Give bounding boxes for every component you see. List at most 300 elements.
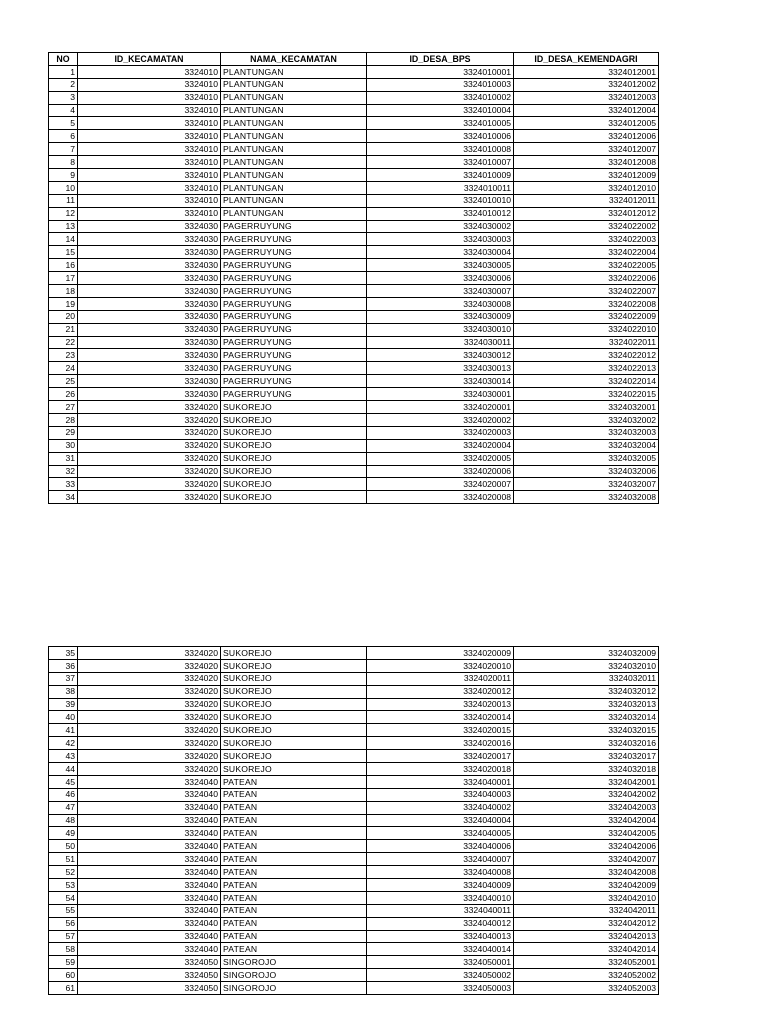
- cell-id-desa-bps: 3324010002: [367, 91, 514, 104]
- cell-id-kecamatan: 3324010: [78, 143, 221, 156]
- table-row: [49, 413, 659, 426]
- cell-no: 48: [49, 814, 78, 827]
- cell-nama-kecamatan: PLANTUNGAN: [221, 194, 367, 207]
- table-row: [49, 194, 659, 207]
- cell-id-desa-kemendagri: 3324022013: [514, 362, 659, 375]
- cell-nama-kecamatan: PATEAN: [221, 853, 367, 866]
- cell-no: 9: [49, 169, 78, 182]
- village-table-page-1: [48, 52, 659, 504]
- cell-id-desa-bps: 3324030005: [367, 259, 514, 272]
- cell-id-desa-kemendagri: 3324012007: [514, 143, 659, 156]
- cell-id-desa-kemendagri: 3324012004: [514, 104, 659, 117]
- cell-id-kecamatan: 3324020: [78, 647, 221, 660]
- cell-id-desa-kemendagri: 3324022007: [514, 285, 659, 298]
- cell-id-desa-bps: 3324040001: [367, 775, 514, 788]
- cell-id-desa-bps: 3324010010: [367, 194, 514, 207]
- cell-nama-kecamatan: PLANTUNGAN: [221, 91, 367, 104]
- cell-id-kecamatan: 3324040: [78, 788, 221, 801]
- cell-no: 58: [49, 943, 78, 956]
- cell-nama-kecamatan: PATEAN: [221, 930, 367, 943]
- table-row: [49, 143, 659, 156]
- cell-nama-kecamatan: PLANTUNGAN: [221, 156, 367, 169]
- cell-id-kecamatan: 3324040: [78, 775, 221, 788]
- cell-no: 47: [49, 801, 78, 814]
- cell-no: 18: [49, 285, 78, 298]
- cell-nama-kecamatan: PLANTUNGAN: [221, 117, 367, 130]
- cell-id-desa-kemendagri: 3324012005: [514, 117, 659, 130]
- table-row: [49, 388, 659, 401]
- cell-id-desa-kemendagri: 3324022009: [514, 310, 659, 323]
- cell-id-kecamatan: 3324010: [78, 207, 221, 220]
- cell-id-desa-bps: 3324020009: [367, 647, 514, 660]
- cell-no: 25: [49, 375, 78, 388]
- cell-id-kecamatan: 3324010: [78, 104, 221, 117]
- cell-no: 36: [49, 659, 78, 672]
- cell-nama-kecamatan: PLANTUNGAN: [221, 78, 367, 91]
- cell-id-desa-bps: 3324020016: [367, 737, 514, 750]
- cell-nama-kecamatan: PAGERRUYUNG: [221, 297, 367, 310]
- cell-nama-kecamatan: PATEAN: [221, 775, 367, 788]
- table-row: [49, 156, 659, 169]
- cell-id-desa-bps: 3324030007: [367, 285, 514, 298]
- table-row: [49, 775, 659, 788]
- cell-no: 39: [49, 698, 78, 711]
- cell-id-desa-kemendagri: 3324022014: [514, 375, 659, 388]
- cell-id-desa-kemendagri: 3324022004: [514, 246, 659, 259]
- cell-nama-kecamatan: PAGERRUYUNG: [221, 259, 367, 272]
- cell-id-kecamatan: 3324040: [78, 840, 221, 853]
- cell-no: 37: [49, 672, 78, 685]
- header-id-desa-kemendagri: ID_DESA_KEMENDAGRI: [514, 53, 659, 66]
- cell-no: 32: [49, 465, 78, 478]
- cell-id-desa-kemendagri: 3324022003: [514, 233, 659, 246]
- cell-id-desa-bps: 3324030008: [367, 297, 514, 310]
- cell-id-desa-bps: 3324030010: [367, 323, 514, 336]
- cell-no: 5: [49, 117, 78, 130]
- cell-id-desa-kemendagri: 3324052002: [514, 969, 659, 982]
- cell-no: 34: [49, 491, 78, 504]
- cell-id-desa-kemendagri: 3324012012: [514, 207, 659, 220]
- cell-nama-kecamatan: SUKOREJO: [221, 672, 367, 685]
- cell-no: 22: [49, 336, 78, 349]
- cell-id-desa-kemendagri: 3324012002: [514, 78, 659, 91]
- cell-id-desa-kemendagri: 3324042006: [514, 840, 659, 853]
- cell-id-desa-bps: 3324030011: [367, 336, 514, 349]
- cell-id-kecamatan: 3324020: [78, 478, 221, 491]
- table-row: [49, 478, 659, 491]
- cell-nama-kecamatan: PAGERRUYUNG: [221, 310, 367, 323]
- cell-nama-kecamatan: PATEAN: [221, 827, 367, 840]
- cell-nama-kecamatan: SUKOREJO: [221, 439, 367, 452]
- cell-nama-kecamatan: PAGERRUYUNG: [221, 375, 367, 388]
- cell-id-desa-bps: 3324010006: [367, 130, 514, 143]
- cell-id-kecamatan: 3324030: [78, 272, 221, 285]
- cell-id-desa-kemendagri: 3324032007: [514, 478, 659, 491]
- cell-id-desa-kemendagri: 3324022015: [514, 388, 659, 401]
- cell-id-kecamatan: 3324040: [78, 814, 221, 827]
- cell-id-kecamatan: 3324040: [78, 866, 221, 879]
- table-row: [49, 930, 659, 943]
- cell-id-desa-bps: 3324040007: [367, 853, 514, 866]
- cell-no: 33: [49, 478, 78, 491]
- cell-no: 20: [49, 310, 78, 323]
- cell-nama-kecamatan: SINGOROJO: [221, 956, 367, 969]
- cell-id-kecamatan: 3324020: [78, 465, 221, 478]
- cell-nama-kecamatan: SUKOREJO: [221, 647, 367, 660]
- cell-id-kecamatan: 3324020: [78, 426, 221, 439]
- cell-nama-kecamatan: PAGERRUYUNG: [221, 388, 367, 401]
- table-row: [49, 259, 659, 272]
- table-row: [49, 853, 659, 866]
- table-row: [49, 866, 659, 879]
- cell-no: 51: [49, 853, 78, 866]
- cell-id-desa-kemendagri: 3324022012: [514, 349, 659, 362]
- table-row: [49, 750, 659, 763]
- cell-id-desa-kemendagri: 3324032005: [514, 452, 659, 465]
- cell-nama-kecamatan: PATEAN: [221, 904, 367, 917]
- cell-id-kecamatan: 3324010: [78, 78, 221, 91]
- cell-nama-kecamatan: SUKOREJO: [221, 452, 367, 465]
- table-row: [49, 181, 659, 194]
- cell-id-desa-bps: 3324020002: [367, 413, 514, 426]
- cell-id-desa-bps: 3324030002: [367, 220, 514, 233]
- cell-no: 46: [49, 788, 78, 801]
- cell-no: 55: [49, 904, 78, 917]
- table-row: [49, 207, 659, 220]
- cell-id-kecamatan: 3324040: [78, 853, 221, 866]
- cell-no: 12: [49, 207, 78, 220]
- header-row: [49, 53, 659, 66]
- cell-id-desa-kemendagri: 3324032014: [514, 711, 659, 724]
- cell-no: 28: [49, 413, 78, 426]
- cell-id-desa-bps: 3324040009: [367, 879, 514, 892]
- cell-id-kecamatan: 3324020: [78, 724, 221, 737]
- cell-id-kecamatan: 3324010: [78, 117, 221, 130]
- table-row: [49, 763, 659, 776]
- cell-nama-kecamatan: PAGERRUYUNG: [221, 272, 367, 285]
- cell-id-desa-bps: 3324030009: [367, 310, 514, 323]
- cell-id-desa-bps: 3324020010: [367, 659, 514, 672]
- cell-no: 49: [49, 827, 78, 840]
- cell-id-desa-kemendagri: 3324042007: [514, 853, 659, 866]
- cell-no: 24: [49, 362, 78, 375]
- cell-nama-kecamatan: SUKOREJO: [221, 426, 367, 439]
- cell-no: 4: [49, 104, 78, 117]
- cell-id-desa-kemendagri: 3324032012: [514, 685, 659, 698]
- table-body: [49, 647, 659, 995]
- cell-id-kecamatan: 3324050: [78, 982, 221, 995]
- cell-no: 19: [49, 297, 78, 310]
- table-row: [49, 724, 659, 737]
- cell-no: 54: [49, 891, 78, 904]
- cell-id-desa-bps: 3324030001: [367, 388, 514, 401]
- cell-id-desa-kemendagri: 3324042002: [514, 788, 659, 801]
- header-nama-kecamatan: NAMA_KECAMATAN: [221, 53, 367, 66]
- cell-id-kecamatan: 3324020: [78, 672, 221, 685]
- table-row: [49, 439, 659, 452]
- table-row: [49, 827, 659, 840]
- cell-nama-kecamatan: PLANTUNGAN: [221, 143, 367, 156]
- cell-no: 27: [49, 401, 78, 414]
- village-table-page-2: [48, 646, 659, 995]
- cell-no: 35: [49, 647, 78, 660]
- table-row: [49, 465, 659, 478]
- table-row: [49, 78, 659, 91]
- cell-id-kecamatan: 3324030: [78, 233, 221, 246]
- cell-id-desa-bps: 3324020003: [367, 426, 514, 439]
- cell-id-desa-bps: 3324010011: [367, 181, 514, 194]
- table-row: [49, 982, 659, 995]
- cell-no: 16: [49, 259, 78, 272]
- table-row: [49, 117, 659, 130]
- cell-id-desa-kemendagri: 3324042012: [514, 917, 659, 930]
- cell-id-desa-kemendagri: 3324022006: [514, 272, 659, 285]
- cell-id-kecamatan: 3324030: [78, 336, 221, 349]
- cell-nama-kecamatan: PLANTUNGAN: [221, 65, 367, 78]
- cell-id-desa-bps: 3324010012: [367, 207, 514, 220]
- table-row: [49, 362, 659, 375]
- cell-nama-kecamatan: SUKOREJO: [221, 413, 367, 426]
- cell-id-kecamatan: 3324030: [78, 362, 221, 375]
- table-row: [49, 956, 659, 969]
- cell-nama-kecamatan: PATEAN: [221, 814, 367, 827]
- cell-id-desa-kemendagri: 3324022010: [514, 323, 659, 336]
- cell-nama-kecamatan: PAGERRUYUNG: [221, 285, 367, 298]
- cell-id-desa-kemendagri: 3324032010: [514, 659, 659, 672]
- table-row: [49, 659, 659, 672]
- cell-no: 60: [49, 969, 78, 982]
- cell-no: 26: [49, 388, 78, 401]
- cell-id-desa-bps: 3324030012: [367, 349, 514, 362]
- cell-no: 13: [49, 220, 78, 233]
- cell-id-kecamatan: 3324020: [78, 763, 221, 776]
- table-row: [49, 233, 659, 246]
- cell-id-desa-bps: 3324020006: [367, 465, 514, 478]
- cell-id-kecamatan: 3324030: [78, 349, 221, 362]
- cell-id-desa-bps: 3324050002: [367, 969, 514, 982]
- cell-id-kecamatan: 3324030: [78, 323, 221, 336]
- table-row: [49, 840, 659, 853]
- cell-no: 52: [49, 866, 78, 879]
- cell-id-desa-kemendagri: 3324012001: [514, 65, 659, 78]
- cell-id-desa-bps: 3324040005: [367, 827, 514, 840]
- cell-id-desa-kemendagri: 3324042003: [514, 801, 659, 814]
- cell-nama-kecamatan: PAGERRUYUNG: [221, 349, 367, 362]
- cell-id-desa-bps: 3324010009: [367, 169, 514, 182]
- cell-no: 10: [49, 181, 78, 194]
- cell-nama-kecamatan: SUKOREJO: [221, 685, 367, 698]
- cell-id-kecamatan: 3324050: [78, 969, 221, 982]
- cell-nama-kecamatan: PATEAN: [221, 891, 367, 904]
- cell-id-kecamatan: 3324010: [78, 156, 221, 169]
- cell-id-desa-bps: 3324040008: [367, 866, 514, 879]
- cell-nama-kecamatan: PATEAN: [221, 879, 367, 892]
- cell-no: 1: [49, 65, 78, 78]
- cell-id-kecamatan: 3324020: [78, 401, 221, 414]
- cell-no: 56: [49, 917, 78, 930]
- cell-id-desa-kemendagri: 3324012009: [514, 169, 659, 182]
- cell-id-desa-bps: 3324020004: [367, 439, 514, 452]
- cell-id-desa-kemendagri: 3324012006: [514, 130, 659, 143]
- cell-no: 40: [49, 711, 78, 724]
- cell-id-desa-kemendagri: 3324042008: [514, 866, 659, 879]
- cell-no: 14: [49, 233, 78, 246]
- cell-id-desa-bps: 3324050001: [367, 956, 514, 969]
- cell-id-desa-bps: 3324020015: [367, 724, 514, 737]
- cell-id-kecamatan: 3324010: [78, 91, 221, 104]
- table-row: [49, 169, 659, 182]
- cell-no: 38: [49, 685, 78, 698]
- cell-id-desa-kemendagri: 3324022008: [514, 297, 659, 310]
- cell-nama-kecamatan: SUKOREJO: [221, 750, 367, 763]
- cell-id-desa-bps: 3324020008: [367, 491, 514, 504]
- cell-id-desa-bps: 3324010001: [367, 65, 514, 78]
- table-row: [49, 672, 659, 685]
- cell-id-kecamatan: 3324010: [78, 169, 221, 182]
- cell-id-desa-kemendagri: 3324022002: [514, 220, 659, 233]
- cell-id-desa-bps: 3324040002: [367, 801, 514, 814]
- cell-id-desa-bps: 3324040006: [367, 840, 514, 853]
- table-row: [49, 788, 659, 801]
- cell-id-desa-kemendagri: 3324012003: [514, 91, 659, 104]
- cell-id-desa-bps: 3324010007: [367, 156, 514, 169]
- table-row: [49, 814, 659, 827]
- table-row: [49, 801, 659, 814]
- cell-no: 50: [49, 840, 78, 853]
- table-row: [49, 272, 659, 285]
- cell-id-kecamatan: 3324050: [78, 956, 221, 969]
- cell-id-desa-kemendagri: 3324032009: [514, 647, 659, 660]
- cell-id-kecamatan: 3324010: [78, 65, 221, 78]
- cell-id-desa-bps: 3324040013: [367, 930, 514, 943]
- cell-id-desa-bps: 3324020013: [367, 698, 514, 711]
- cell-nama-kecamatan: PAGERRUYUNG: [221, 246, 367, 259]
- cell-id-kecamatan: 3324030: [78, 375, 221, 388]
- cell-id-desa-bps: 3324030006: [367, 272, 514, 285]
- cell-id-kecamatan: 3324040: [78, 943, 221, 956]
- cell-id-kecamatan: 3324020: [78, 685, 221, 698]
- cell-id-kecamatan: 3324020: [78, 452, 221, 465]
- table-row: [49, 246, 659, 259]
- cell-no: 43: [49, 750, 78, 763]
- cell-id-desa-kemendagri: 3324032011: [514, 672, 659, 685]
- cell-nama-kecamatan: SUKOREJO: [221, 659, 367, 672]
- cell-id-kecamatan: 3324020: [78, 711, 221, 724]
- cell-id-kecamatan: 3324040: [78, 891, 221, 904]
- cell-nama-kecamatan: PATEAN: [221, 866, 367, 879]
- table-row: [49, 65, 659, 78]
- cell-id-desa-bps: 3324020005: [367, 452, 514, 465]
- cell-id-kecamatan: 3324010: [78, 181, 221, 194]
- cell-id-desa-kemendagri: 3324032004: [514, 439, 659, 452]
- cell-id-kecamatan: 3324030: [78, 297, 221, 310]
- cell-id-desa-bps: 3324010005: [367, 117, 514, 130]
- table-row: [49, 917, 659, 930]
- cell-id-desa-kemendagri: 3324032018: [514, 763, 659, 776]
- cell-id-kecamatan: 3324030: [78, 220, 221, 233]
- cell-id-desa-bps: 3324050003: [367, 982, 514, 995]
- cell-id-desa-kemendagri: 3324032001: [514, 401, 659, 414]
- cell-id-kecamatan: 3324030: [78, 285, 221, 298]
- table-row: [49, 336, 659, 349]
- cell-id-desa-kemendagri: 3324032002: [514, 413, 659, 426]
- cell-id-desa-kemendagri: 3324042013: [514, 930, 659, 943]
- cell-id-desa-kemendagri: 3324042011: [514, 904, 659, 917]
- cell-id-kecamatan: 3324020: [78, 439, 221, 452]
- table-row: [49, 647, 659, 660]
- cell-id-desa-kemendagri: 3324042009: [514, 879, 659, 892]
- cell-id-desa-kemendagri: 3324042010: [514, 891, 659, 904]
- table-row: [49, 349, 659, 362]
- table-row: [49, 737, 659, 750]
- cell-id-desa-bps: 3324020007: [367, 478, 514, 491]
- cell-id-desa-kemendagri: 3324022011: [514, 336, 659, 349]
- table-row: [49, 711, 659, 724]
- cell-nama-kecamatan: SUKOREJO: [221, 763, 367, 776]
- cell-id-kecamatan: 3324030: [78, 388, 221, 401]
- cell-no: 42: [49, 737, 78, 750]
- cell-no: 59: [49, 956, 78, 969]
- cell-id-desa-bps: 3324020011: [367, 672, 514, 685]
- cell-id-kecamatan: 3324020: [78, 659, 221, 672]
- cell-no: 31: [49, 452, 78, 465]
- table-row: [49, 904, 659, 917]
- cell-id-desa-kemendagri: 3324032015: [514, 724, 659, 737]
- table-row: [49, 879, 659, 892]
- cell-id-desa-bps: 3324040004: [367, 814, 514, 827]
- cell-id-desa-kemendagri: 3324042001: [514, 775, 659, 788]
- table-row: [49, 698, 659, 711]
- cell-nama-kecamatan: PATEAN: [221, 917, 367, 930]
- cell-id-desa-bps: 3324020014: [367, 711, 514, 724]
- cell-no: 61: [49, 982, 78, 995]
- table-row: [49, 426, 659, 439]
- header-id-kecamatan: ID_KECAMATAN: [78, 53, 221, 66]
- cell-id-kecamatan: 3324040: [78, 801, 221, 814]
- cell-no: 30: [49, 439, 78, 452]
- cell-id-desa-kemendagri: 3324032008: [514, 491, 659, 504]
- table-row: [49, 91, 659, 104]
- cell-id-desa-bps: 3324030013: [367, 362, 514, 375]
- cell-nama-kecamatan: SUKOREJO: [221, 698, 367, 711]
- cell-id-desa-bps: 3324020017: [367, 750, 514, 763]
- cell-id-kecamatan: 3324030: [78, 259, 221, 272]
- cell-nama-kecamatan: PATEAN: [221, 840, 367, 853]
- cell-no: 8: [49, 156, 78, 169]
- cell-id-kecamatan: 3324010: [78, 130, 221, 143]
- table-row: [49, 452, 659, 465]
- cell-nama-kecamatan: SUKOREJO: [221, 491, 367, 504]
- cell-id-desa-kemendagri: 3324052003: [514, 982, 659, 995]
- cell-nama-kecamatan: SUKOREJO: [221, 724, 367, 737]
- cell-nama-kecamatan: PLANTUNGAN: [221, 130, 367, 143]
- cell-nama-kecamatan: SUKOREJO: [221, 711, 367, 724]
- table-row: [49, 285, 659, 298]
- table-row: [49, 891, 659, 904]
- table-row: [49, 130, 659, 143]
- cell-nama-kecamatan: SUKOREJO: [221, 401, 367, 414]
- cell-id-desa-bps: 3324040010: [367, 891, 514, 904]
- cell-id-desa-bps: 3324020018: [367, 763, 514, 776]
- cell-no: 11: [49, 194, 78, 207]
- table-body: [49, 65, 659, 503]
- cell-id-desa-kemendagri: 3324032003: [514, 426, 659, 439]
- table-row: [49, 323, 659, 336]
- cell-nama-kecamatan: PLANTUNGAN: [221, 181, 367, 194]
- cell-id-kecamatan: 3324030: [78, 246, 221, 259]
- cell-nama-kecamatan: PLANTUNGAN: [221, 169, 367, 182]
- cell-id-desa-kemendagri: 3324012010: [514, 181, 659, 194]
